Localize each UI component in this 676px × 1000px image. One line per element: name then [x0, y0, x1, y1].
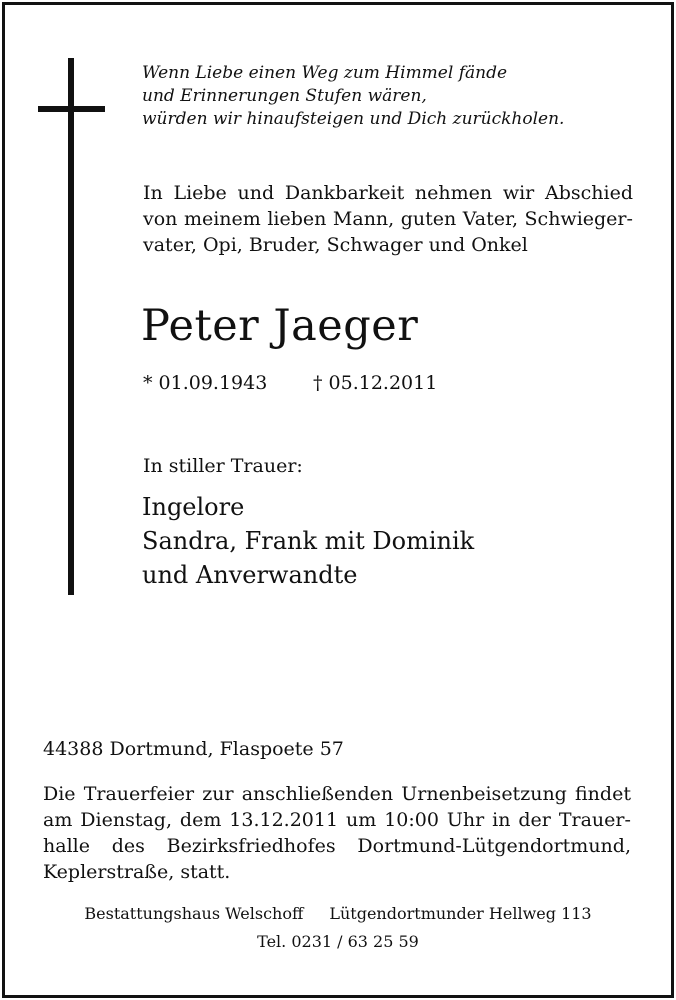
funeral-home-row	[0, 900, 676, 928]
verse-line: und Erinnerungen Stufen wären,	[142, 86, 427, 106]
word: von	[143, 208, 178, 230]
word: Liebe	[173, 182, 227, 204]
word: anschließenden	[241, 783, 394, 805]
word: und	[428, 234, 466, 256]
mourners-list	[142, 490, 474, 592]
word: dem	[179, 809, 222, 831]
word: Opi,	[202, 234, 243, 256]
mourning-label: In stiller Trauer:	[143, 455, 303, 477]
mourner-line: Ingelore	[142, 493, 245, 521]
word: Onkel	[471, 234, 528, 256]
word: 13.12.2011	[229, 809, 339, 831]
word: Keplerstraße,	[43, 861, 175, 883]
word: Bezirksfriedhofes	[166, 835, 336, 857]
cross-symbol-vertical	[68, 58, 74, 595]
cross-symbol-horizontal	[38, 106, 105, 112]
word: des	[111, 835, 145, 857]
word: Schwager	[326, 234, 423, 256]
verse-line: Wenn Liebe einen Weg zum Himmel fände	[142, 63, 508, 83]
ceremony-info	[43, 781, 631, 885]
word: Abschied	[544, 182, 633, 204]
verse-line: würden wir hinaufsteigen und Dich zurückholen.	[142, 109, 565, 129]
word: guten	[400, 208, 457, 230]
word: meinem	[183, 208, 261, 230]
word: in	[492, 809, 511, 831]
word: Vater,	[462, 208, 518, 230]
word: Mann,	[332, 208, 395, 230]
ceremony-line	[43, 807, 631, 833]
word: Trauer-	[558, 809, 631, 831]
word: 10:00	[384, 809, 439, 831]
word: statt.	[180, 861, 231, 883]
word: um	[346, 809, 377, 831]
word: am	[43, 809, 73, 831]
family-address: 44388 Dortmund, Flaspoete 57	[43, 738, 344, 760]
ceremony-line	[43, 859, 631, 885]
word: vater,	[143, 234, 197, 256]
word: Uhr	[446, 809, 485, 831]
word: Dortmund-Lütgendortmund,	[357, 835, 631, 857]
life-dates	[143, 370, 438, 396]
word: findet	[575, 783, 631, 805]
word: halle	[43, 835, 90, 857]
memorial-verse	[142, 62, 642, 131]
word: nehmen	[414, 182, 493, 204]
funeral-home-footer	[0, 900, 676, 956]
mourner-line: Sandra, Frank mit Dominik	[142, 527, 475, 555]
word: wir	[502, 182, 535, 204]
word: lieben	[267, 208, 327, 230]
mourner-line: und Anverwandte	[142, 561, 358, 589]
funeral-home-phone: Tel. 0231 / 63 25 59	[257, 932, 419, 951]
deceased-name: Peter Jaeger	[141, 301, 419, 351]
funeral-home-name: Bestattungshaus Welschoff	[84, 904, 304, 923]
funeral-home-street: Lütgendortmunder Hellweg 113	[329, 904, 592, 923]
word: Dankbarkeit	[284, 182, 405, 204]
word: Bruder,	[248, 234, 321, 256]
word: zur	[202, 783, 234, 805]
death-date: † 05.12.2011	[313, 372, 438, 394]
word: Schwieger-	[524, 208, 633, 230]
farewell-line	[143, 206, 633, 232]
farewell-line	[143, 232, 633, 258]
ceremony-line	[43, 833, 631, 859]
word: der	[518, 809, 551, 831]
word: und	[237, 182, 275, 204]
word: In	[143, 182, 163, 204]
word: Urnenbeisetzung	[401, 783, 567, 805]
birth-date: * 01.09.1943	[143, 372, 268, 394]
word: Trauerfeier	[83, 783, 195, 805]
ceremony-line	[43, 781, 631, 807]
farewell-text	[143, 180, 633, 258]
word: Dienstag,	[80, 809, 172, 831]
farewell-line	[143, 180, 633, 206]
word: Die	[43, 783, 76, 805]
